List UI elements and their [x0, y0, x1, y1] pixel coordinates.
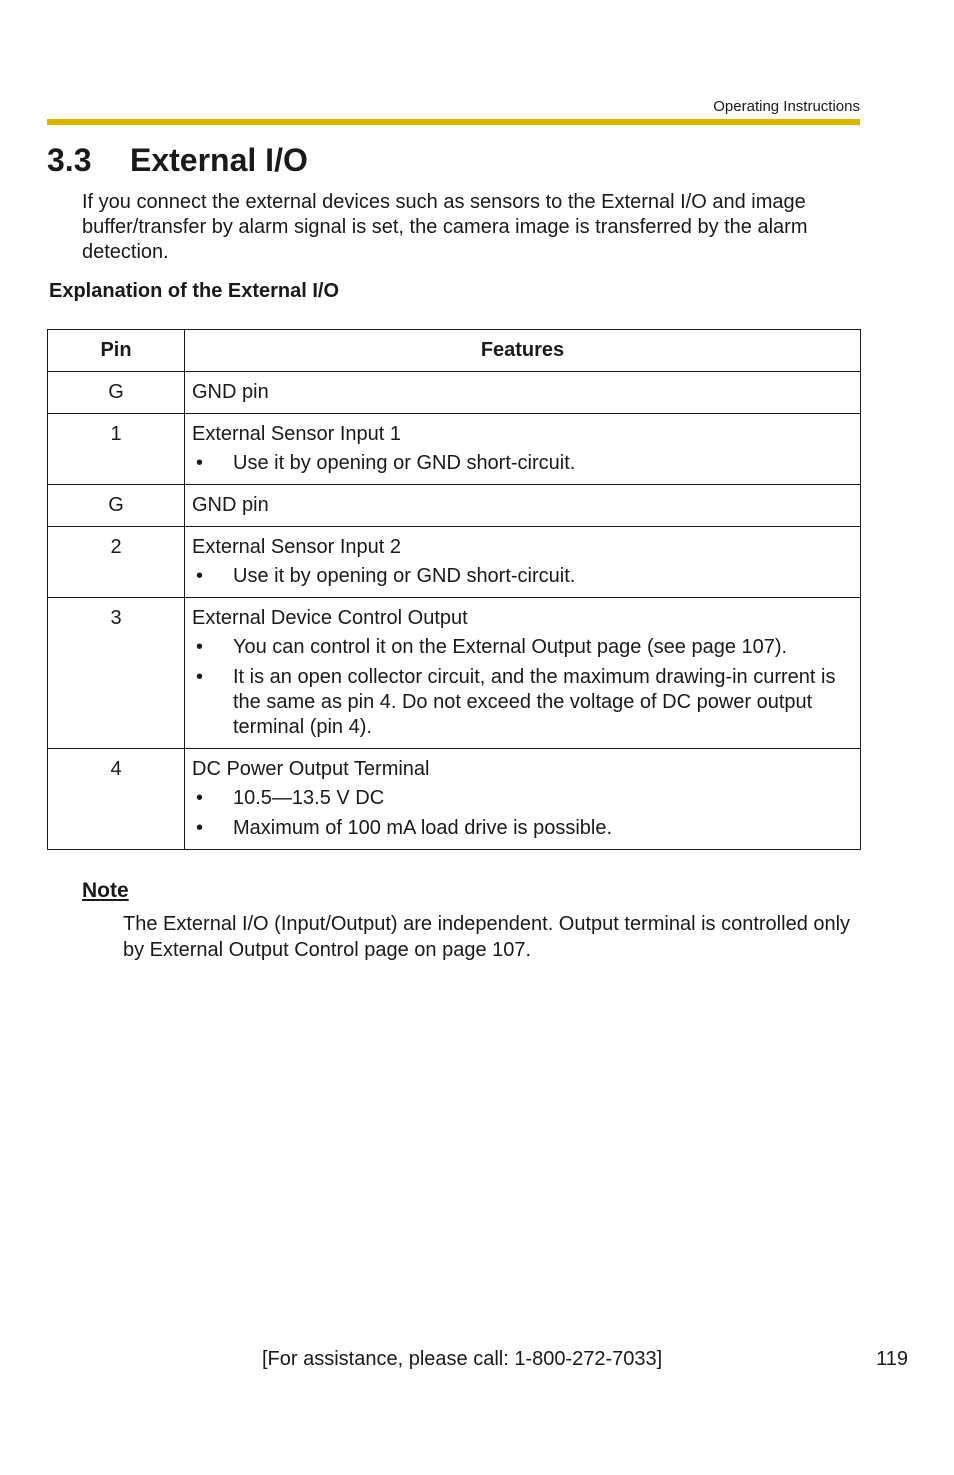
- bullet-item: • It is an open collector circuit, and the maximum drawing-in current is the same as pin 4. Do not exceed the voltage of DC power output terminal (pin 4).: [192, 665, 852, 740]
- feature-cell: [185, 598, 861, 749]
- feature-title: GND pin: [192, 494, 269, 516]
- bullet-item: • 10.5—13.5 V DC: [192, 786, 852, 811]
- feature-title: External Sensor Input 2: [192, 536, 402, 558]
- table-header-row: [48, 330, 861, 372]
- pin-cell: G: [48, 485, 185, 527]
- page-number: 119: [876, 1348, 908, 1370]
- feature-title: GND pin: [192, 381, 269, 403]
- feature-title: External Device Control Output: [192, 607, 468, 629]
- feature-title: DC Power Output Terminal: [192, 758, 430, 780]
- table-row: [48, 598, 861, 749]
- bullet-item: • You can control it on the External Output page (see page 107).: [192, 635, 852, 660]
- header-pin: Pin: [48, 330, 185, 372]
- pin-cell: 1: [48, 414, 185, 485]
- bullet-item: • Use it by opening or GND short-circuit.: [192, 564, 852, 589]
- feature-bullets: [192, 635, 852, 740]
- header-features: Features: [185, 330, 861, 372]
- feature-title: External Sensor Input 1: [192, 423, 402, 445]
- feature-cell: [185, 749, 861, 850]
- pin-cell: 3: [48, 598, 185, 749]
- table-row: [48, 749, 861, 850]
- section-title-text: External I/O: [130, 142, 308, 178]
- table-row: [48, 485, 861, 527]
- section-title: [47, 140, 308, 180]
- intro-paragraph: If you connect the external devices such as sensors to the External I/O and image buffer/transfer by alarm signal is set, the camera image is transferred by the alarm detection.: [82, 191, 808, 263]
- feature-bullets: [192, 564, 852, 589]
- pin-cell: 4: [48, 749, 185, 850]
- feature-bullets: [192, 786, 852, 841]
- note-title: Note: [82, 879, 129, 902]
- feature-bullets: [192, 451, 852, 476]
- io-table: [47, 329, 861, 850]
- table-row: [48, 372, 861, 414]
- note-text: The External I/O (Input/Output) are independent. Output terminal is controlled only by External Output Control page on page 107.: [123, 913, 851, 961]
- footer-assistance: [For assistance, please call: 1-800-272-7033]: [262, 1348, 663, 1370]
- table-row: [48, 527, 861, 598]
- pin-cell: 2: [48, 527, 185, 598]
- table-subheading: Explanation of the External I/O: [49, 280, 340, 302]
- table-row: [48, 414, 861, 485]
- bullet-item: • Maximum of 100 mA load drive is possible.: [192, 816, 852, 841]
- feature-cell: [185, 485, 861, 527]
- bullet-item: • Use it by opening or GND short-circuit.: [192, 451, 852, 476]
- section-number: 3.3: [47, 142, 92, 178]
- pin-cell: G: [48, 372, 185, 414]
- feature-cell: [185, 372, 861, 414]
- header-rule: [47, 119, 860, 125]
- running-header: Operating Instructions: [713, 98, 860, 115]
- feature-cell: [185, 414, 861, 485]
- feature-cell: [185, 527, 861, 598]
